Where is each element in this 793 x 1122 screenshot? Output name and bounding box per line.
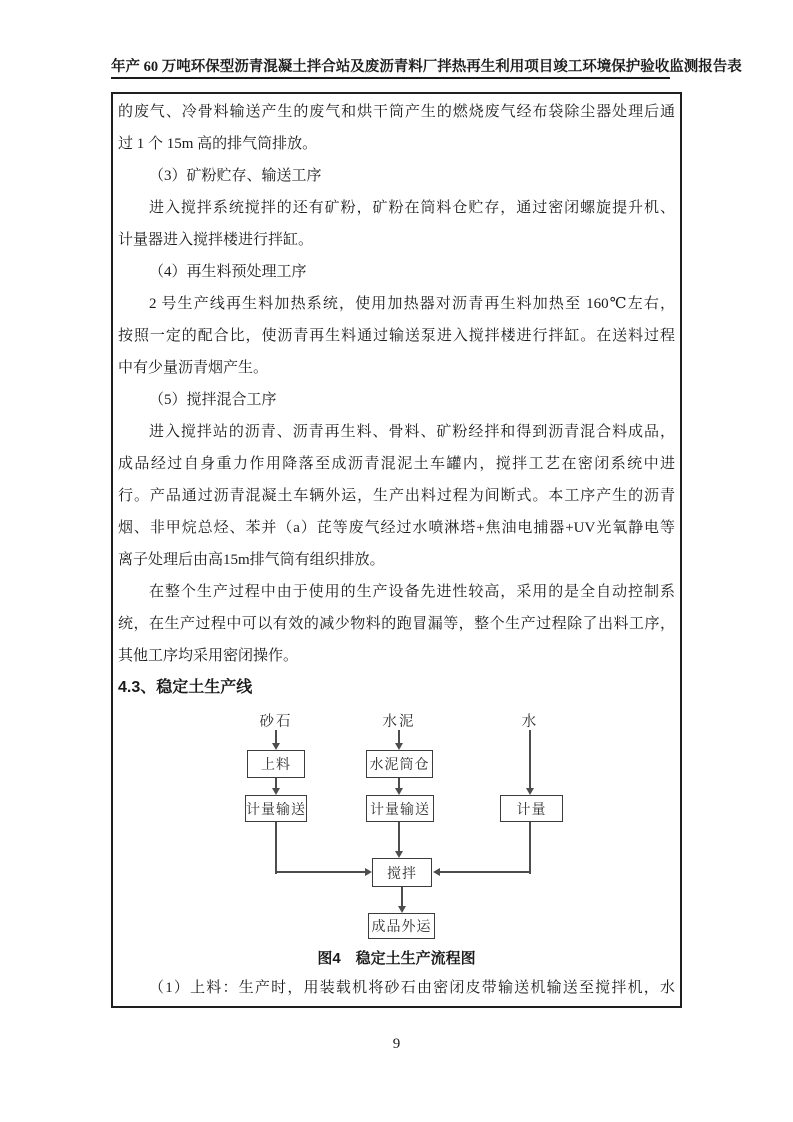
report-table-cell xyxy=(111,92,682,1008)
arrow-down-icon xyxy=(526,788,534,795)
flow-line xyxy=(398,730,400,744)
flow-input-sand-gravel: 砂石 xyxy=(259,714,293,730)
flow-box-metering-conveying-2: 计量输送 xyxy=(366,795,434,822)
arrow-down-icon xyxy=(395,851,403,858)
flow-input-cement: 水泥 xyxy=(382,714,416,730)
flow-line xyxy=(275,871,365,873)
arrow-left-icon xyxy=(433,868,440,876)
flow-line xyxy=(398,822,400,852)
body-line: 进入搅拌系统搅拌的还有矿粉，矿粉在筒料仓贮存，通过密闭螺旋提升机、 xyxy=(149,200,675,216)
arrow-right-icon xyxy=(365,868,372,876)
body-line: 离子处理后由高15m排气筒有组织排放。 xyxy=(118,552,385,568)
flow-line xyxy=(529,822,531,874)
flow-box-feeding: 上料 xyxy=(247,750,305,778)
arrow-down-icon xyxy=(398,906,406,913)
body-line: 其他工序均采用密闭操作。 xyxy=(118,648,299,664)
figure-caption: 图4 稳定土生产流程图 xyxy=(317,950,476,967)
page-number: 9 xyxy=(392,1036,401,1052)
body-line: 过 1 个 15m 高的排气筒排放。 xyxy=(118,136,318,152)
flow-box-mixing: 搅拌 xyxy=(372,858,432,887)
header-rule xyxy=(111,77,670,79)
body-line: （5）搅拌混合工序 xyxy=(149,392,277,408)
flow-box-metering-conveying-1: 计量输送 xyxy=(245,795,307,822)
flow-box-product-shipping: 成品外运 xyxy=(368,913,435,939)
flow-box-metering: 计量 xyxy=(500,795,563,822)
body-line: 2 号生产线再生料加热系统，使用加热器对沥青再生料加热至 160℃左右， xyxy=(149,296,675,312)
body-line: 成品经过自身重力作用降落至成沥青混泥土车罐内，搅拌工艺在密闭系统中进 xyxy=(118,456,675,472)
body-line: 进入搅拌站的沥青、沥青再生料、骨料、矿粉经拌和得到沥青混合料成品， xyxy=(149,424,675,440)
flow-line xyxy=(440,871,531,873)
body-line: 在整个生产过程中由于使用的生产设备先进性较高，采用的是全自动控制系 xyxy=(149,584,675,600)
flow-line xyxy=(529,730,531,789)
body-line: 中有少量沥青烟产生。 xyxy=(118,360,269,376)
body-line: （1）上料：生产时，用装载机将砂石由密闭皮带输送机输送至搅拌机，水 xyxy=(149,980,675,996)
body-line: （4）再生料预处理工序 xyxy=(149,264,307,280)
section-heading: 4.3、稳定土生产线 xyxy=(118,679,253,696)
flow-line xyxy=(275,822,277,874)
arrow-down-icon xyxy=(272,743,280,750)
stabilized-soil-flowchart xyxy=(118,704,675,946)
header-title: 年产 60 万吨环保型沥青混凝土拌合站及废沥青料厂拌热再生利用项目竣工环境保护验收监测报告表 xyxy=(111,59,742,75)
flow-input-water: 水 xyxy=(521,714,539,730)
body-line: 计量器进入搅拌楼进行拌缸。 xyxy=(118,232,314,248)
body-line: 烟、非甲烷总烃、苯并（a）芘等废气经过水喷淋塔+焦油电捕器+UV光氧静电等 xyxy=(118,520,675,536)
arrow-down-icon xyxy=(395,788,403,795)
flow-line xyxy=(401,887,403,907)
flow-line xyxy=(275,730,277,744)
arrow-down-icon xyxy=(272,788,280,795)
body-line: （3）矿粉贮存、输送工序 xyxy=(149,168,322,184)
body-line: 按照一定的配合比，使沥青再生料通过输送泵进入搅拌楼进行拌缸。在送料过程 xyxy=(118,328,675,344)
flow-box-cement-silo: 水泥筒仓 xyxy=(366,750,433,778)
arrow-down-icon xyxy=(395,743,403,750)
body-line: 的废气、冷骨料输送产生的废气和烘干筒产生的燃烧废气经布袋除尘器处理后通 xyxy=(118,104,675,120)
body-line: 统，在生产过程中可以有效的减少物料的跑冒漏等，整个生产过程除了出料工序， xyxy=(118,616,675,632)
body-line: 行。产品通过沥青混凝土车辆外运，生产出料过程为间断式。本工序产生的沥青 xyxy=(118,488,675,504)
